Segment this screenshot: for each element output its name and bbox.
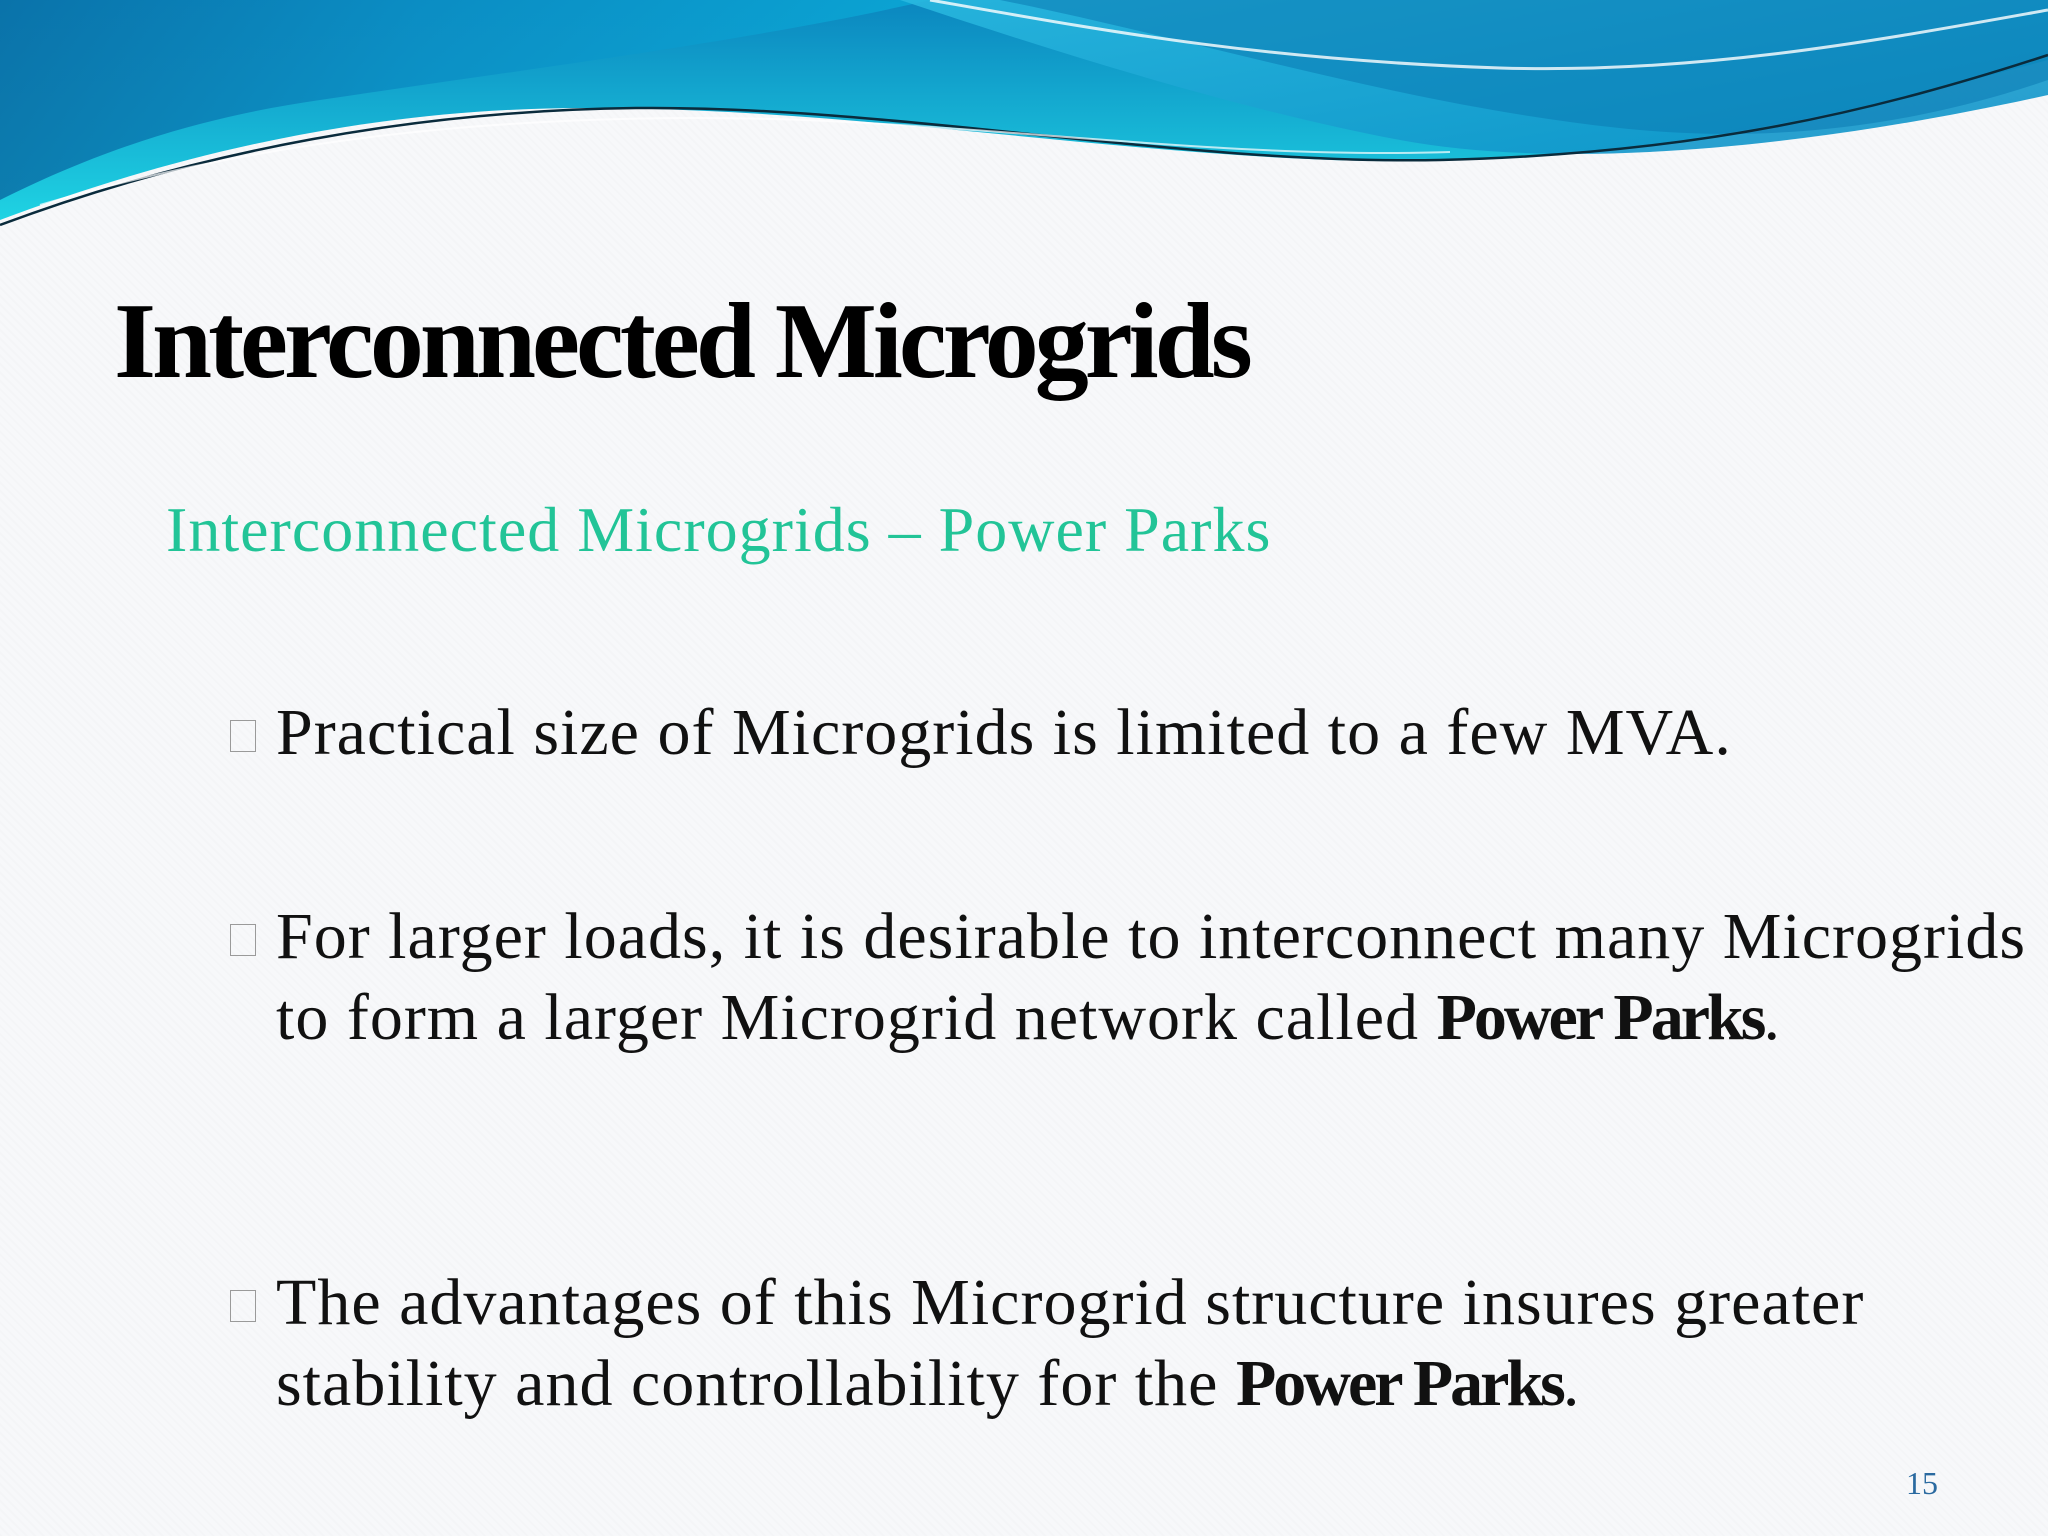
bullet-item (228, 1262, 2036, 1424)
slide-subtitle: Interconnected Microgrids – Power Parks (166, 494, 1272, 565)
bullet-emphasis: Power Parks (1235, 1347, 1563, 1420)
bullet-emphasis: Power Parks (1436, 981, 1764, 1054)
bullet-item (228, 692, 2036, 773)
bullet-punctuation: . (1562, 1347, 1581, 1420)
square-outline-icon (230, 1290, 256, 1322)
header-wave-decoration (0, 0, 2048, 240)
square-outline-icon (230, 720, 256, 752)
bullet-text: For larger loads, it is desirable to interconnect many Microgrids to form a larger Microgrid network called (276, 900, 2027, 1054)
slide-title: Interconnected Microgrids (114, 282, 1249, 401)
bullet-punctuation: . (1763, 981, 1781, 1054)
bullet-text: The advantages of this Microgrid structure insures greater stability and controllability for the (276, 1266, 1865, 1420)
bullet-item (228, 896, 2036, 1058)
page-number: 15 (1906, 1465, 1938, 1501)
square-outline-icon (230, 924, 256, 956)
bullet-text: Practical size of Microgrids is limited to a few MVA. (276, 696, 1732, 769)
